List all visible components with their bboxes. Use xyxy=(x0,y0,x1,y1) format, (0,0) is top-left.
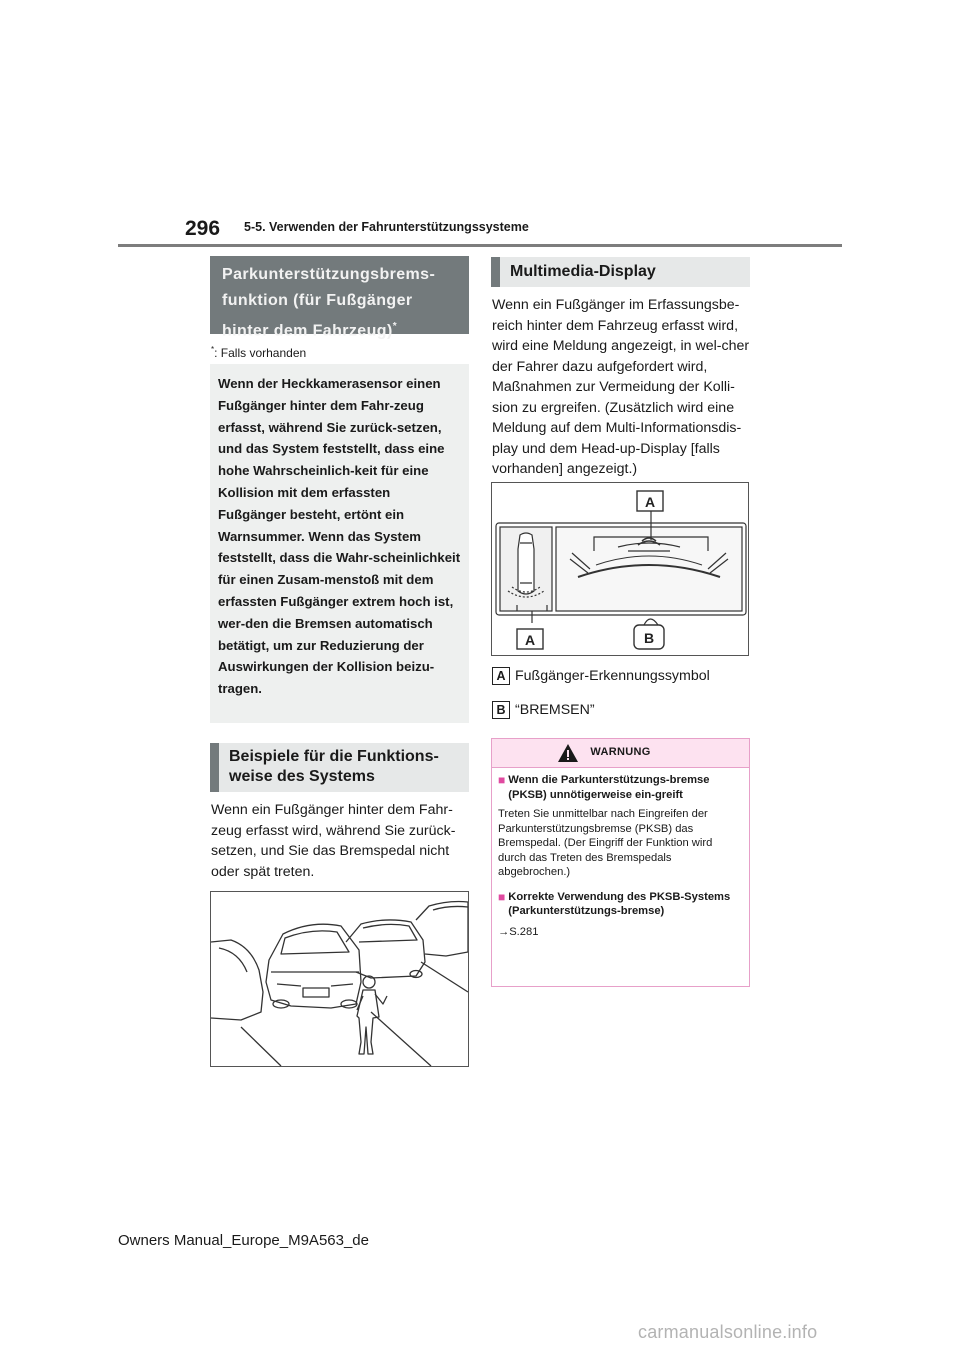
display-illustration xyxy=(491,482,749,656)
multimedia-heading xyxy=(491,257,750,287)
footnote xyxy=(211,345,306,360)
legend-text-a: Fußgänger-Erkennungssymbol xyxy=(515,667,710,684)
legend-text-b: “BREMSEN” xyxy=(515,701,595,718)
callout-a-top: A xyxy=(644,494,656,510)
warning-header xyxy=(492,739,749,768)
main-heading-marker: * xyxy=(392,321,397,332)
sub-heading xyxy=(210,743,469,792)
callout-b: B xyxy=(643,630,655,646)
warning-item1-text: Treten Sie unmittelbar nach Eingreifen der Parkunterstützungsbremse (PKSB) das Bremspedal. (Der Eingriff der Funktion wird durch das Treten des Bremspedals abgebrochen.) xyxy=(498,808,713,878)
bullet-square-icon: ■ xyxy=(498,773,506,787)
main-heading-text: Parkunterstützungsbrems-funktion (für Fußgänger hinter dem Fahrzeug) xyxy=(222,266,436,340)
legend-item-b xyxy=(492,701,595,719)
warning-box xyxy=(491,738,750,987)
main-heading xyxy=(210,256,469,340)
parking-illustration xyxy=(210,891,469,1067)
callout-a-bottom: A xyxy=(524,632,536,648)
legend-badge-b: B xyxy=(492,701,510,719)
multimedia-intro: Wenn ein Fußgänger im Erfassungsbe-reich hinter dem Fahrzeug erfasst wird, wird eine Meldung angezeigt, in wel-cher der Fahrer dazu aufgefordert wird, Maßnahmen zur Vermeidung der Kolli-sion zu ergreifen. (Zusätzlich wird eine Meldung auf dem Multi-Informationsdis-play und dem Head-up-Display [falls vorhanden] angezeigt.) xyxy=(492,297,750,477)
warning-title: WARNUNG xyxy=(590,746,651,758)
warning-item1-title: Wenn die Parkunterstützungs-bremse (PKSB) unnötigerweise ein-greift xyxy=(508,774,710,801)
warning-content xyxy=(498,773,742,939)
manual-id: Owners Manual_Europe_M9A563_de xyxy=(118,1232,369,1249)
warning-item2-ref[interactable]: →S.281 xyxy=(498,925,539,938)
summary-text: Wenn der Heckkamerasensor einen Fußgänger hinter dem Fahr-zeug erfasst, während Sie zurück-setzen, und das System feststellt, dass eine hohe Wahrscheinlich-keit für eine Kollision mit dem erfassten Fußgänger besteht, ertönt ein Warnsummer. Wenn das System feststellt, dass die Wahr-scheinlichkeit für einen Zusam-menstoß mit dem erfassten Fußgänger extrem hoch ist, wer-den die Bremsen automatisch betätigt, um zur Reduzierung der Auswirkungen der Kollision beizu-tragen. xyxy=(218,376,461,697)
summary-box xyxy=(210,364,469,723)
example-text: Wenn ein Fußgänger hinter dem Fahr-zeug erfasst wird, während Sie zurück-setzen, und Sie das Bremspedal nicht oder spät treten. xyxy=(211,802,456,880)
footnote-marker: * xyxy=(211,345,215,354)
page-number: 296 xyxy=(185,217,221,240)
sub-heading-text: Beispiele für die Funktions-weise des Systems xyxy=(229,748,439,785)
header-divider xyxy=(118,244,842,247)
warning-item2-title: Korrekte Verwendung des PKSB-Systems (Parkunterstützungs-bremse) xyxy=(508,890,731,917)
legend-item-a xyxy=(492,667,710,685)
legend-badge-a: A xyxy=(492,667,510,685)
footnote-text: : Falls vorhanden xyxy=(214,346,307,360)
parking-scene-drawing xyxy=(211,892,468,1066)
section-title: 5-5. Verwenden der Fahrunterstützungssysteme xyxy=(244,220,529,234)
watermark: carmanualsonline.info xyxy=(638,1322,818,1342)
display-drawing xyxy=(492,483,748,655)
bullet-square-icon: ■ xyxy=(498,889,506,904)
multimedia-heading-text: Multimedia-Display xyxy=(510,263,656,280)
